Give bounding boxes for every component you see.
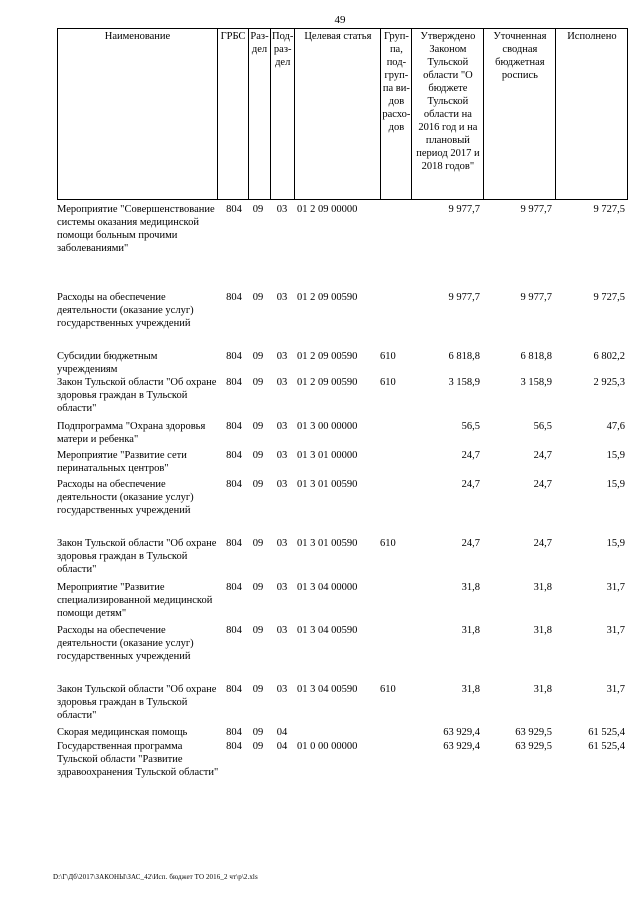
- table-row: [57, 740, 627, 798]
- row-podrazdel: 03: [276, 292, 288, 303]
- table-row: [57, 581, 627, 624]
- row-utverzhdeno: 24,7: [461, 538, 480, 549]
- table-row: [57, 376, 627, 420]
- row-name: Расходы на обеспечение деятельности (оказание услуг) государственных учреждений: [57, 625, 194, 662]
- row-utochnennaya: 31,8: [533, 684, 552, 695]
- row-gruppa: 610: [380, 538, 396, 549]
- table-row: [57, 291, 627, 350]
- row-name: Мероприятие "Совершенствование системы оказания медицинской помощи больным прочими заболеваниями": [57, 204, 215, 254]
- row-grbs: 804: [226, 538, 242, 549]
- row-utverzhdeno: 63 929,4: [443, 727, 480, 738]
- row-ispolneno: 2 925,3: [593, 377, 625, 388]
- row-celevaya: 01 3 04 00590: [297, 625, 358, 636]
- table-row: [57, 726, 627, 740]
- header-razdel: Раз- дел: [249, 29, 271, 200]
- row-gruppa: 610: [380, 351, 396, 362]
- row-utverzhdeno: 9 977,7: [448, 292, 480, 303]
- row-podrazdel: 03: [276, 538, 288, 549]
- row-razdel: 09: [252, 377, 264, 388]
- row-razdel: 09: [252, 204, 264, 215]
- header-name: Наименование: [58, 29, 218, 200]
- row-utochnennaya: 63 929,5: [515, 741, 552, 752]
- row-razdel: 09: [252, 479, 264, 490]
- row-utochnennaya: 31,8: [533, 625, 552, 636]
- row-grbs: 804: [226, 684, 242, 695]
- row-utochnennaya: 24,7: [533, 479, 552, 490]
- row-razdel: 09: [252, 684, 264, 695]
- row-grbs: 804: [226, 377, 242, 388]
- row-podrazdel: 03: [276, 351, 288, 362]
- row-utverzhdeno: 63 929,4: [443, 741, 480, 752]
- row-utochnennaya: 3 158,9: [520, 377, 552, 388]
- row-name: Скорая медицинская помощь: [57, 727, 188, 738]
- row-utverzhdeno: 9 977,7: [448, 204, 480, 215]
- row-utochnennaya: 9 977,7: [520, 292, 552, 303]
- row-podrazdel: 03: [276, 684, 288, 695]
- row-celevaya: 01 2 09 00590: [297, 292, 358, 303]
- header-gruppa: Груп- па, под- груп- па ви- дов расхо- дов: [381, 29, 412, 200]
- table-header: [57, 28, 628, 200]
- row-podrazdel: 03: [276, 421, 288, 432]
- row-grbs: 804: [226, 292, 242, 303]
- row-podrazdel: 03: [276, 450, 288, 461]
- row-grbs: 804: [226, 582, 242, 593]
- row-razdel: 09: [252, 727, 264, 738]
- row-grbs: 804: [226, 479, 242, 490]
- row-podrazdel: 03: [276, 582, 288, 593]
- row-ispolneno: 9 727,5: [593, 204, 625, 215]
- row-ispolneno: 31,7: [606, 582, 625, 593]
- row-name: Расходы на обеспечение деятельности (оказание услуг) государственных учреждений: [57, 479, 194, 516]
- footer-file-path: D:\Г\Дб\2017\ЗАКОНЫ\ЗАС_42\Исп. бюджет ТО 2016_2 чт\р\2.xls: [53, 873, 258, 881]
- row-name: Субсидии бюджетным учреждениям: [57, 351, 158, 375]
- row-utverzhdeno: 24,7: [461, 450, 480, 461]
- row-ispolneno: 61 525,4: [588, 727, 625, 738]
- row-podrazdel: 03: [276, 377, 288, 388]
- row-podrazdel: 03: [276, 479, 288, 490]
- page-number: 49: [334, 14, 346, 26]
- table-body: [57, 203, 627, 798]
- row-celevaya: 01 3 01 00000: [297, 450, 358, 461]
- row-utverzhdeno: 3 158,9: [448, 377, 480, 388]
- row-utochnennaya: 31,8: [533, 582, 552, 593]
- row-celevaya: 01 3 00 00000: [297, 421, 358, 432]
- row-ispolneno: 31,7: [606, 684, 625, 695]
- row-gruppa: 610: [380, 377, 396, 388]
- row-name: Государственная программа Тульской области "Развитие здравоохранения Тульской области": [57, 741, 219, 778]
- row-podrazdel: 03: [276, 625, 288, 636]
- row-utverzhdeno: 31,8: [461, 625, 480, 636]
- row-utverzhdeno: 31,8: [461, 684, 480, 695]
- row-celevaya: 01 2 09 00000: [297, 204, 358, 215]
- row-ispolneno: 15,9: [606, 450, 625, 461]
- row-grbs: 804: [226, 625, 242, 636]
- row-razdel: 09: [252, 582, 264, 593]
- table-row: [57, 350, 627, 376]
- row-utochnennaya: 24,7: [533, 538, 552, 549]
- header-podrazdel: Под- раз- дел: [271, 29, 295, 200]
- row-utochnennaya: 9 977,7: [520, 204, 552, 215]
- row-grbs: 804: [226, 421, 242, 432]
- row-podrazdel: 04: [276, 727, 288, 738]
- row-ispolneno: 6 802,2: [593, 351, 625, 362]
- row-celevaya: 01 0 00 00000: [297, 741, 358, 752]
- table-row: [57, 420, 627, 449]
- row-utochnennaya: 56,5: [533, 421, 552, 432]
- header-utochnennaya: Уточненная сводная бюджетная роспись: [484, 29, 556, 200]
- row-razdel: 09: [252, 450, 264, 461]
- row-ispolneno: 31,7: [606, 625, 625, 636]
- row-celevaya: 01 3 04 00000: [297, 582, 358, 593]
- row-name: Закон Тульской области "Об охране здоровья граждан в Тульской области": [57, 377, 217, 414]
- row-ispolneno: 15,9: [606, 538, 625, 549]
- row-utverzhdeno: 56,5: [461, 421, 480, 432]
- row-razdel: 09: [252, 292, 264, 303]
- row-gruppa: 610: [380, 684, 396, 695]
- row-name: Расходы на обеспечение деятельности (оказание услуг) государственных учреждений: [57, 292, 194, 329]
- row-celevaya: 01 2 09 00590: [297, 377, 358, 388]
- row-ispolneno: 61 525,4: [588, 741, 625, 752]
- table-row: [57, 624, 627, 683]
- table-row: [57, 449, 627, 478]
- row-celevaya: 01 3 04 00590: [297, 684, 358, 695]
- row-utochnennaya: 6 818,8: [520, 351, 552, 362]
- row-utochnennaya: 24,7: [533, 450, 552, 461]
- row-celevaya: 01 3 01 00590: [297, 479, 358, 490]
- table-row: [57, 683, 627, 726]
- header-utverzhdeno: Утверждено Законом Тульской области "О бюджете Тульской области на 2016 год и на плановый период 2017 и 2018 годов": [412, 29, 484, 200]
- header-ispolneno: Исполнено: [556, 29, 628, 200]
- row-podrazdel: 04: [276, 741, 288, 752]
- row-utverzhdeno: 31,8: [461, 582, 480, 593]
- row-utverzhdeno: 24,7: [461, 479, 480, 490]
- row-razdel: 09: [252, 351, 264, 362]
- header-grbs: ГРБС: [218, 29, 249, 200]
- row-celevaya: 01 3 01 00590: [297, 538, 358, 549]
- row-grbs: 804: [226, 741, 242, 752]
- row-ispolneno: 9 727,5: [593, 292, 625, 303]
- row-razdel: 09: [252, 538, 264, 549]
- row-name: Мероприятие "Развитие специализированной медицинской помощи детям": [57, 582, 213, 619]
- row-grbs: 804: [226, 450, 242, 461]
- row-ispolneno: 15,9: [606, 479, 625, 490]
- row-razdel: 09: [252, 625, 264, 636]
- row-celevaya: 01 2 09 00590: [297, 351, 358, 362]
- row-grbs: 804: [226, 204, 242, 215]
- row-grbs: 804: [226, 727, 242, 738]
- row-razdel: 09: [252, 421, 264, 432]
- row-utochnennaya: 63 929,5: [515, 727, 552, 738]
- row-name: Подпрограмма "Охрана здоровья матери и ребенка": [57, 421, 206, 445]
- row-grbs: 804: [226, 351, 242, 362]
- table-row: [57, 203, 627, 291]
- row-name: Закон Тульской области "Об охране здоровья граждан в Тульской области": [57, 684, 217, 721]
- row-razdel: 09: [252, 741, 264, 752]
- row-utverzhdeno: 6 818,8: [448, 351, 480, 362]
- header-celevaya-statya: Целевая статья: [295, 29, 381, 200]
- row-ispolneno: 47,6: [606, 421, 625, 432]
- row-name: Закон Тульской области "Об охране здоровья граждан в Тульской области": [57, 538, 217, 575]
- row-name: Мероприятие "Развитие сети перинатальных центров": [57, 450, 187, 474]
- row-podrazdel: 03: [276, 204, 288, 215]
- table-row: [57, 537, 627, 581]
- table-row: [57, 478, 627, 537]
